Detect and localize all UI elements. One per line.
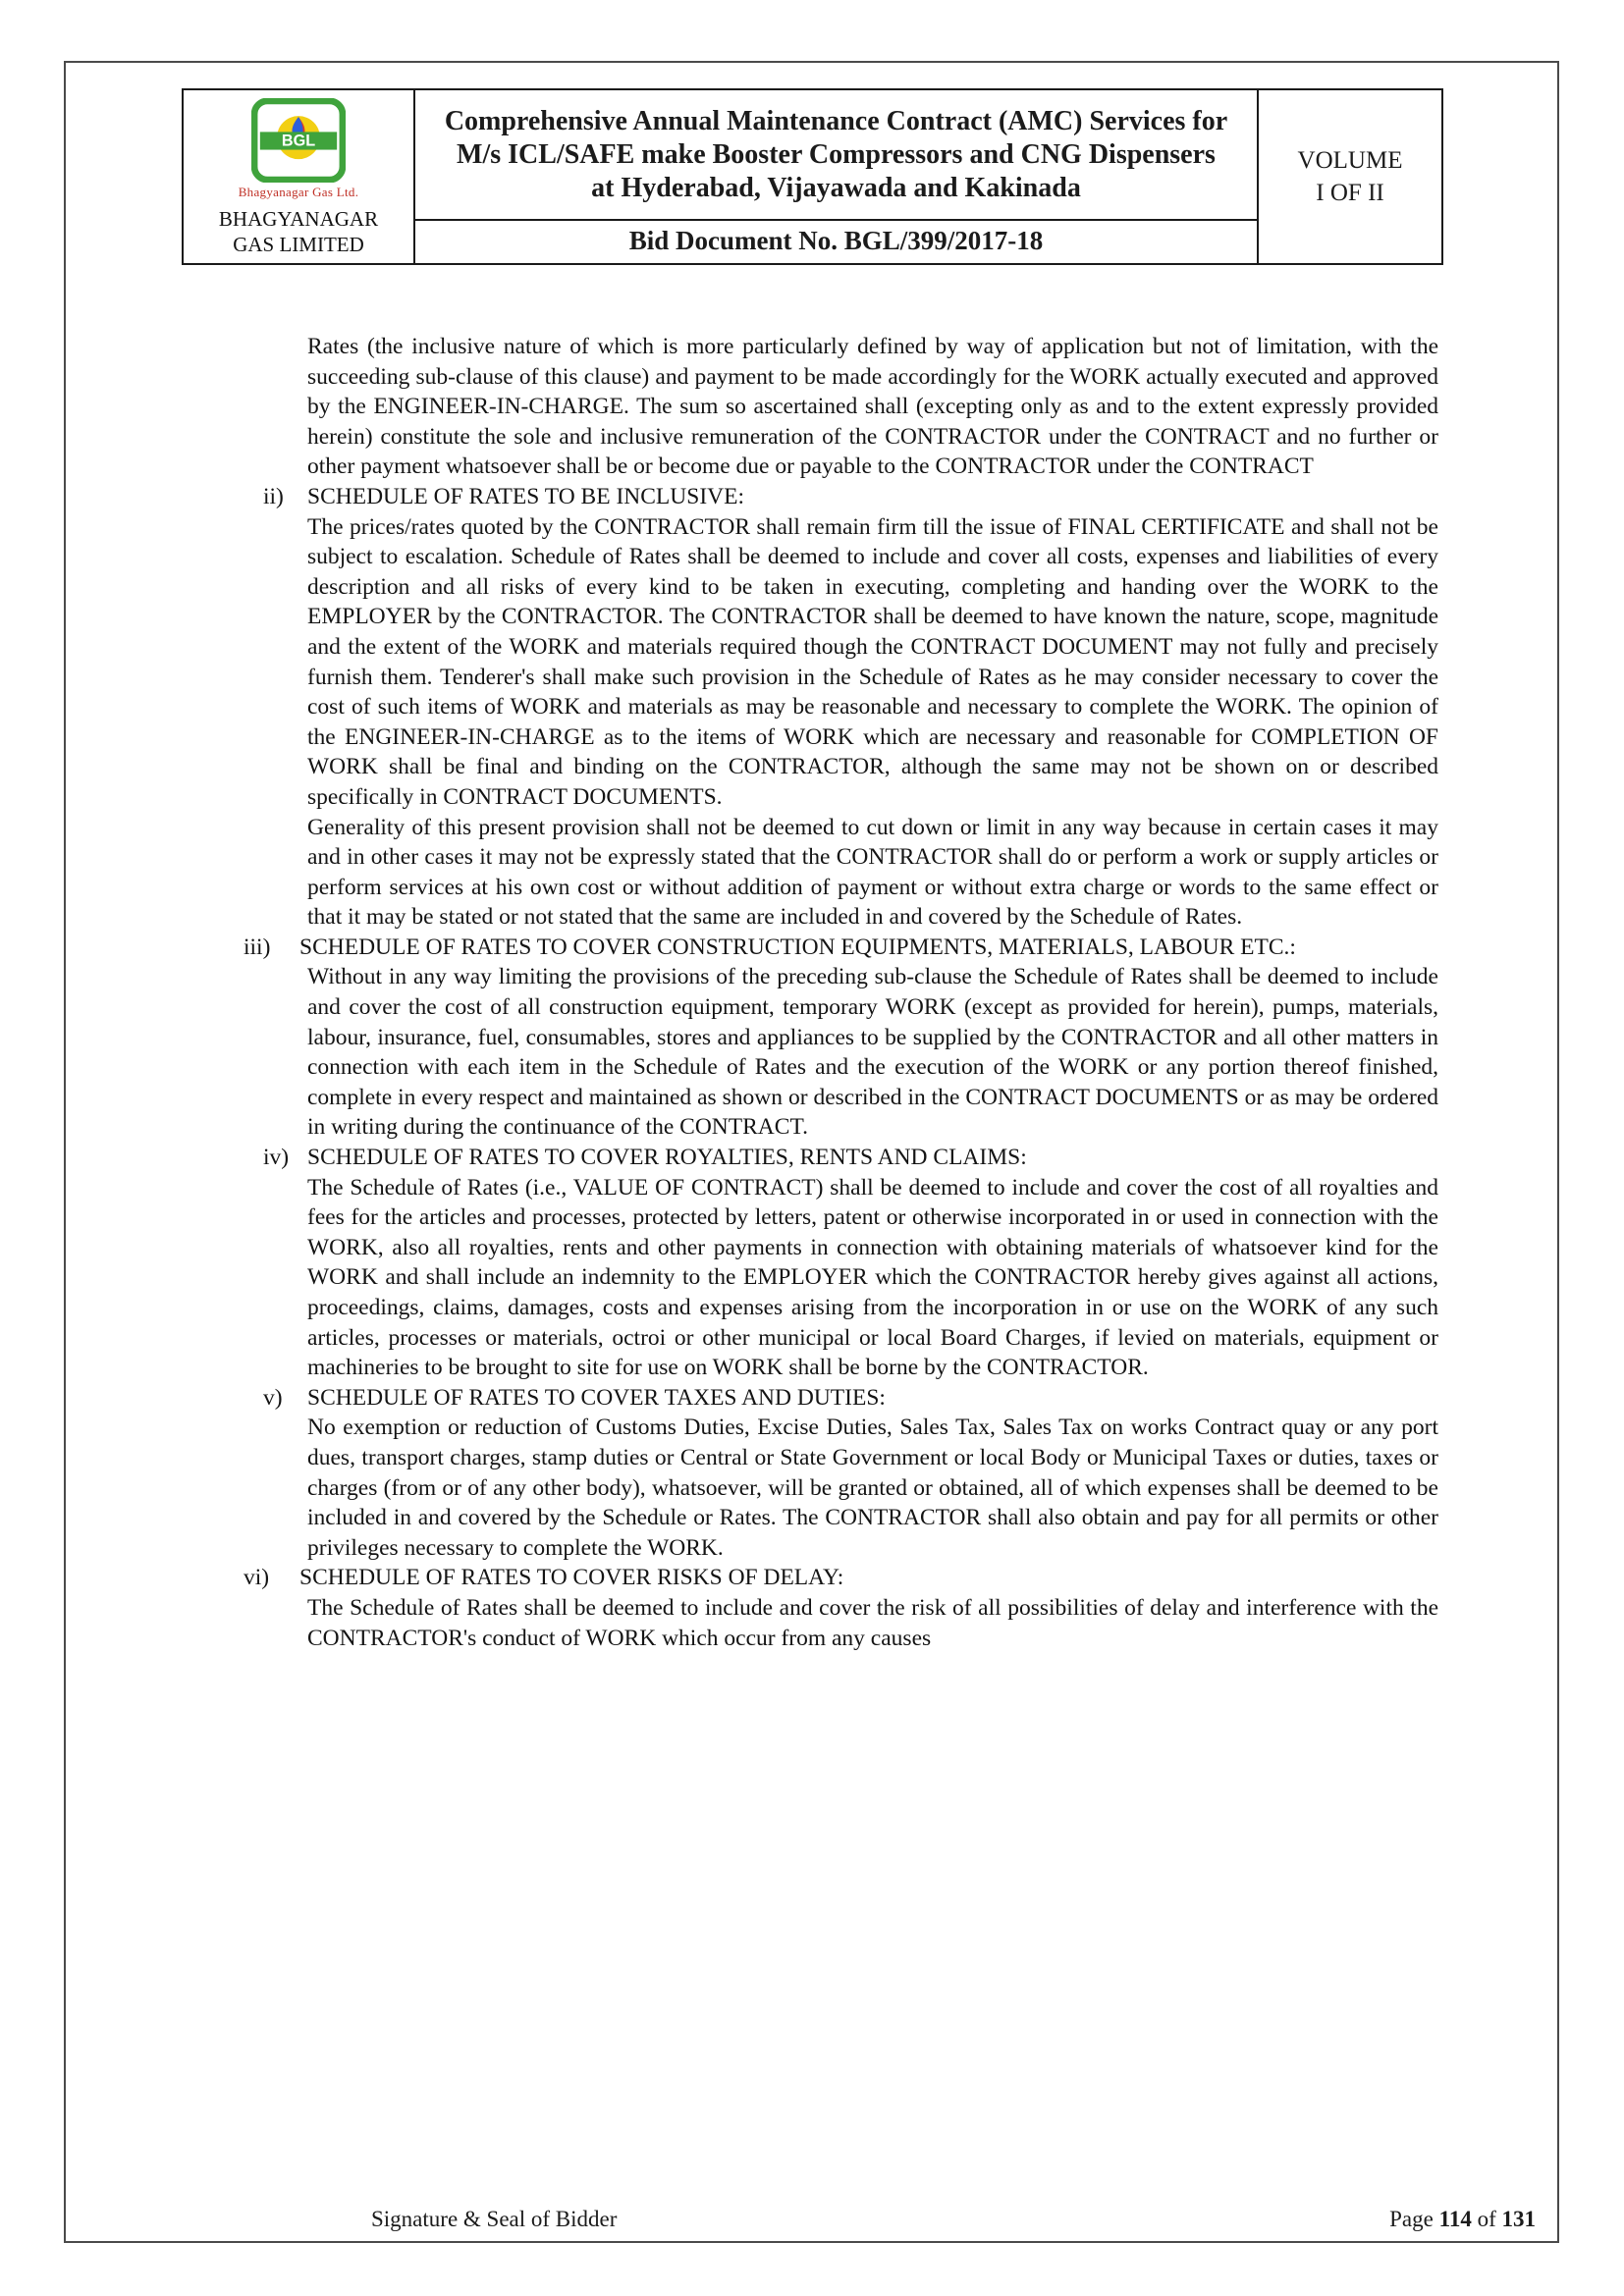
document-header xyxy=(182,88,1443,265)
organization-name-line2: GAS LIMITED xyxy=(233,233,364,256)
svg-text:BGL: BGL xyxy=(281,132,316,150)
clause-paragraph: The Schedule of Rates shall be deemed to include and cover the risk of all possibilities of delay and interference with the CONTRACTOR's conduct of WORK which occur from any causes xyxy=(307,1594,1438,1651)
clause-item-iii xyxy=(244,933,1438,1143)
clause-paragraph: The Schedule of Rates (i.e., VALUE OF CONTRACT) shall be deemed to include and cover the cost of all royalties and fees for the articles and processes, protected by letters, patent or otherwise incorporated in or used in connection with the WORK, also all royalties, rents and other payments in connection with obtaining materials of whatsoever kind for the WORK and shall include an indemnity to the EMPLOYER which the CONTRACTOR hereby gives against all actions, proceedings, claims, damages, costs and expenses arising from the incorporation in or use on the WORK of any such articles, processes or materials, octroi or other municipal or local Board Charges, if levied on materials, equipment or machineries to be brought to site for use on WORK shall be borne by the CONTRACTOR. xyxy=(307,1174,1438,1381)
clause-label: ii) xyxy=(263,483,284,509)
document-title: Comprehensive Annual Maintenance Contract (AMC) Services for M/s ICL/SAFE make Booster Compressors and CNG Dispensers at Hyderabad, Vijayawada and Kakinada xyxy=(444,105,1228,203)
clause-paragraph: Generality of this present provision shall not be deemed to cut down or limit in any way because in certain cases it may and in other cases it may not be expressly stated that the CONTRACTOR shall do or perform a work or supply articles or perform services at his own cost or without addition of payment or without extra charge or words to the same effect or that it may be stated or not stated that the same are included in and covered by the Schedule of Rates. xyxy=(307,814,1438,931)
logo-tagline: Bhagyanagar Gas Ltd. xyxy=(238,185,359,199)
clause-label: iii) xyxy=(244,934,271,960)
page-number: 114 xyxy=(1438,2207,1472,2231)
volume-line1: VOLUME xyxy=(1297,147,1403,174)
signature-seal-label: Signature & Seal of Bidder xyxy=(371,2207,618,2231)
logo-cell xyxy=(184,90,415,263)
clause-label: iv) xyxy=(263,1145,290,1171)
title-cell xyxy=(415,90,1257,221)
header-title-column xyxy=(415,90,1257,263)
clause-heading: SCHEDULE OF RATES TO COVER ROYALTIES, RENTS AND CLAIMS: xyxy=(307,1145,1027,1171)
clause-heading: SCHEDULE OF RATES TO COVER TAXES AND DUTIES: xyxy=(307,1384,886,1411)
page-total: 131 xyxy=(1501,2207,1536,2231)
page-footer xyxy=(0,2207,1624,2238)
page-number-indicator xyxy=(1389,2207,1536,2232)
clause-paragraph: Without in any way limiting the provisions of the preceding sub-clause the Schedule of Rates shall be deemed to include and cover the cost of all construction equipment, temporary WORK (except as provided for herein), pumps, materials, labour, insurance, fuel, consumables, stores and appliances to be supplied by the CONTRACTOR and all other matters in connection with each item in the Schedule of Rates and the execution of the WORK or any portion thereof finished, complete in every respect and maintained as shown or described in the CONTRACT DOCUMENTS or as may be ordered in writing during the continuance of the CONTRACT. xyxy=(307,964,1438,1141)
organization-name xyxy=(219,206,378,257)
clause-heading xyxy=(244,1563,1438,1593)
clause-paragraph: No exemption or reduction of Customs Duties, Excise Duties, Sales Tax, Sales Tax on works Contract quay or any port dues, transport charges, stamp duties or Central or State Government or local Body or Municipal Taxes or duties, taxes or charges (from or of any other body), whatsoever, will be granted or obtained, all of which expenses shall be deemed to be included in and covered by the Schedule or Rates. The CONTRACTOR shall also obtain and pay for all permits or other privileges necessary to complete the WORK. xyxy=(307,1415,1438,1561)
bgl-logo-icon xyxy=(251,98,346,183)
clause-item-v xyxy=(263,1383,1438,1564)
volume-line2: I OF II xyxy=(1316,180,1384,206)
clause-label: v) xyxy=(263,1384,283,1411)
page-label: Page xyxy=(1389,2207,1434,2231)
clause-item-iv xyxy=(263,1143,1438,1383)
clause-paragraph: The prices/rates quoted by the CONTRACTOR shall remain firm till the issue of FINAL CERTIFICATE and shall not be subject to escalation. Schedule of Rates shall be deemed to include and cover all costs, expenses and liabilities of every description and all risks of every kind to be taken in executing, completing and handing over the WORK to the EMPLOYER by the CONTRACTOR. The CONTRACTOR shall be deemed to have known the nature, scope, magnitude and the extent of the WORK and materials required though the CONTRACT DOCUMENT may not fully and precisely furnish them. Tenderer's shall make such provision in the Schedule of Rates as he may consider necessary to cover the cost of such items of WORK and materials as may be reasonable and necessary to complete the WORK. The opinion of the ENGINEER-IN-CHARGE as to the items of WORK which are necessary and reasonable for COMPLETION OF WORK shall be final and binding on the CONTRACTOR, although the same may not be shown on or described specifically in CONTRACT DOCUMENTS. xyxy=(307,513,1438,810)
clause-heading-text: SCHEDULE OF RATES TO COVER CONSTRUCTION EQUIPMENTS, MATERIALS, LABOUR ETC.: xyxy=(299,934,1296,960)
clause-heading xyxy=(244,933,1438,963)
volume-cell xyxy=(1257,90,1441,263)
clause-heading: SCHEDULE OF RATES TO BE INCLUSIVE: xyxy=(307,483,745,509)
document-body xyxy=(244,332,1438,1653)
continuation-paragraph: Rates (the inclusive nature of which is more particularly defined by way of application but not of limitation, with the succeeding sub-clause of this clause) and payment to be made accordingly for the WORK actually executed and approved by the ENGINEER-IN-CHARGE. The sum so ascertained shall (excepting only as and to the extent expressly provided herein) constitute the sole and inclusive remuneration of the CONTRACTOR under the CONTRACT and no further or other payment whatsoever shall be or become due or payable to the CONTRACTOR under the CONTRACT xyxy=(307,334,1438,480)
clause-item-ii xyxy=(263,482,1438,933)
clause-item-vi xyxy=(244,1563,1438,1653)
clause-label: vi) xyxy=(244,1565,270,1591)
organization-name-line1: BHAGYANAGAR xyxy=(218,207,379,231)
bid-document-number: Bid Document No. BGL/399/2017-18 xyxy=(628,226,1044,255)
page-of-label: of xyxy=(1477,2207,1496,2231)
clause-heading-text: SCHEDULE OF RATES TO COVER RISKS OF DELAY: xyxy=(299,1565,844,1591)
